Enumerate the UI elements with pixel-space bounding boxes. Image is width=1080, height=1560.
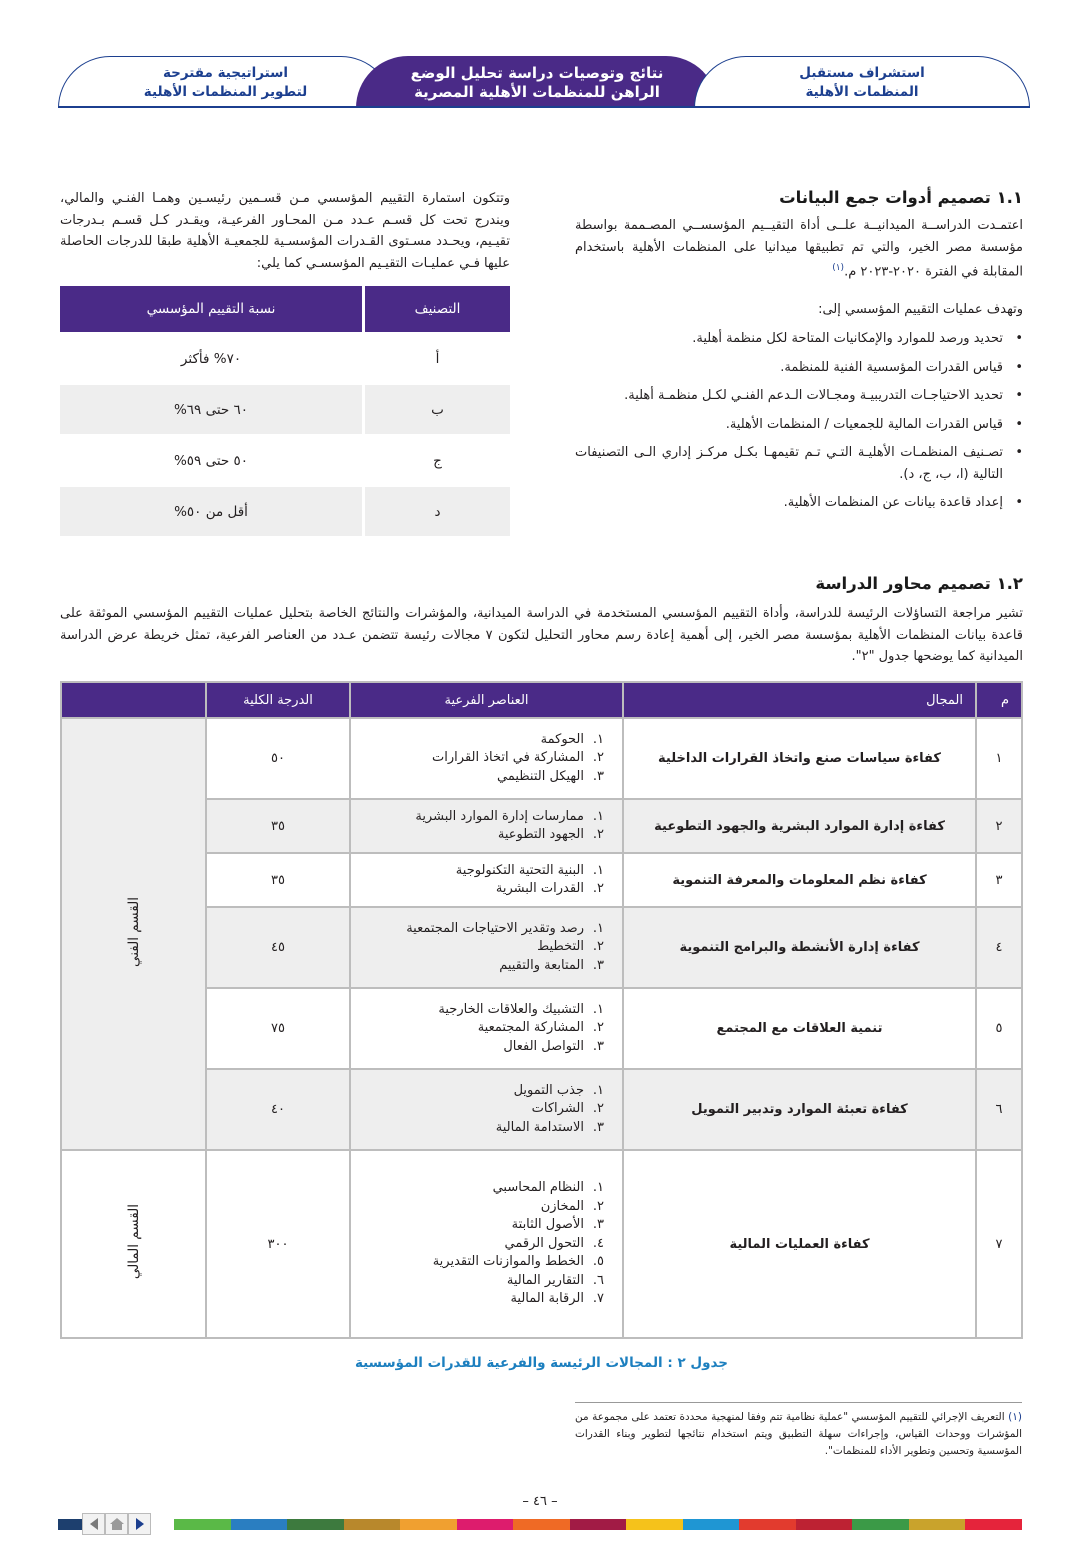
color-segment bbox=[344, 1519, 401, 1530]
header-divider bbox=[58, 106, 1030, 108]
header-tabs bbox=[58, 56, 1030, 112]
list-item bbox=[359, 808, 604, 827]
prev-arrow-icon[interactable] bbox=[82, 1513, 105, 1535]
table-row bbox=[61, 853, 1022, 907]
color-segment bbox=[965, 1519, 1022, 1530]
list-item bbox=[359, 957, 604, 976]
element-label: الاستدامة المالية bbox=[495, 1119, 584, 1135]
element-number: ١. bbox=[592, 1001, 604, 1017]
list-item bbox=[359, 1038, 604, 1057]
list-item bbox=[359, 1001, 604, 1020]
color-segment bbox=[570, 1519, 627, 1530]
list-item bbox=[359, 1198, 604, 1217]
element-label: الجهود التطوعية bbox=[497, 827, 584, 842]
color-segment bbox=[626, 1519, 683, 1530]
row-elements bbox=[350, 799, 623, 853]
header-range: نسبة التقييم المؤسسي bbox=[60, 286, 362, 332]
color-segment bbox=[287, 1519, 344, 1530]
element-number: ٦. bbox=[592, 1272, 604, 1288]
element-label: الخطط والموازنات التقديرية bbox=[432, 1254, 584, 1270]
aims-intro: وتهدف عمليات التقييم المؤسسي إلى: bbox=[818, 301, 1023, 317]
list-item bbox=[359, 1119, 604, 1138]
element-number: ٣. bbox=[592, 1119, 604, 1135]
home-icon[interactable] bbox=[105, 1513, 128, 1535]
table-row bbox=[60, 434, 510, 485]
element-number: ١. bbox=[592, 1180, 604, 1196]
list-item bbox=[359, 1019, 604, 1038]
element-number: ٤. bbox=[592, 1235, 604, 1251]
header-num: م bbox=[976, 682, 1022, 718]
section-financial-label: القسم المالي bbox=[125, 1204, 142, 1280]
element-number: ٣. bbox=[592, 1217, 604, 1233]
table-header-row bbox=[60, 286, 510, 332]
row-elements bbox=[350, 907, 623, 988]
table-row bbox=[61, 799, 1022, 853]
element-label: الهيكل التنظيمي bbox=[496, 768, 584, 784]
list-item bbox=[359, 862, 604, 881]
color-segment bbox=[683, 1519, 740, 1530]
aims-list bbox=[575, 328, 1023, 514]
element-number: ٣. bbox=[592, 1038, 604, 1054]
row-field: تنمية العلاقات مع المجتمع bbox=[623, 988, 976, 1069]
row-num: ٥ bbox=[976, 988, 1022, 1069]
section-title: ١.١ تصميم أدوات جمع البيانات bbox=[779, 188, 1023, 207]
header-section bbox=[61, 682, 206, 718]
element-label: المشاركة في اتخاذ القرارات bbox=[432, 750, 584, 766]
table-row bbox=[61, 1150, 1022, 1338]
element-number: ٢. bbox=[592, 750, 604, 766]
element-label: النظام المحاسبي bbox=[492, 1180, 584, 1196]
row-num: ٢ bbox=[976, 799, 1022, 853]
element-label: التحول الرقمي bbox=[504, 1235, 584, 1251]
footer-nav bbox=[58, 1513, 151, 1535]
section-paragraph: تشير مراجعة التساؤلات الرئيسة للدراسة، وأداة التقييم المؤسسي المستخدمة في الدراسة الميدانية، والمؤشرات والنتائج الخاصة بتحليل عمليات التقييم المؤسسي الموثقة على قاعدة بيانات المنظمات الأهلية بمؤسسة مصر الخير، إلى أهمية إعادة رسم محاور التحليل لتكون ٧ مجالات رئيسة تتضمن عـدد من العناصر الفرعية، تمثل خريطة عرض الدراسة الميدانية كما يوضحها جدول "٢". bbox=[60, 606, 1023, 664]
element-number: ٢. bbox=[592, 1020, 604, 1036]
list-item bbox=[359, 920, 604, 939]
row-score: ٤٥ bbox=[206, 907, 350, 988]
element-number: ٧. bbox=[592, 1291, 604, 1307]
row-elements bbox=[350, 853, 623, 907]
element-number: ٣. bbox=[592, 768, 604, 784]
list-item: • قياس القدرات المالية للجمعيات / المنظمات الأهلية. bbox=[575, 414, 1003, 436]
element-label: التقارير المالية bbox=[506, 1272, 584, 1288]
color-segment bbox=[231, 1519, 288, 1530]
element-label: التشبيك والعلاقات الخارجية bbox=[438, 1001, 584, 1017]
element-label: الشراكات bbox=[531, 1101, 584, 1117]
element-label: جذب التمويل bbox=[513, 1082, 584, 1098]
element-label: ممارسات إدارة الموارد البشرية bbox=[415, 808, 584, 824]
element-number: ٢. bbox=[592, 1101, 604, 1117]
range-cell: أقل من ٥٠% bbox=[60, 485, 362, 536]
grade-cell: د bbox=[362, 485, 510, 536]
row-score: ٣٥ bbox=[206, 853, 350, 907]
section-technical bbox=[61, 718, 206, 1150]
list-item bbox=[359, 1100, 604, 1119]
tab-results[interactable] bbox=[356, 56, 718, 108]
header-score: الدرجة الكلية bbox=[206, 682, 350, 718]
element-number: ٣. bbox=[592, 957, 604, 973]
section-study-axes bbox=[60, 574, 1023, 668]
color-segment bbox=[852, 1519, 909, 1530]
row-score: ٤٠ bbox=[206, 1069, 350, 1150]
row-num: ٧ bbox=[976, 1150, 1022, 1338]
element-label: رصد وتقدير الاحتياجات المجتمعية bbox=[406, 920, 584, 936]
element-label: التخطيط bbox=[537, 939, 584, 955]
table-caption: جدول ٢ : المجالات الرئيسة والفرعية للقدرات المؤسسية bbox=[354, 1355, 729, 1371]
list-item: • تحديد ورصد للموارد والإمكانيات المتاحة لكل منظمة أهلية. bbox=[575, 328, 1003, 350]
list-item bbox=[359, 749, 604, 768]
range-cell: ٦٠ حتى ٦٩% bbox=[60, 383, 362, 434]
tab-future[interactable] bbox=[694, 56, 1030, 108]
table-row bbox=[61, 1069, 1022, 1150]
element-label: الرقابة المالية bbox=[510, 1291, 584, 1307]
row-elements bbox=[350, 1069, 623, 1150]
next-arrow-icon[interactable] bbox=[128, 1513, 151, 1535]
nav-block bbox=[58, 1519, 82, 1530]
list-item: • تصـنيف المنظمـات الأهليـة التـي تـم تقيمهـا بكـل مركـز إداري الـى التصنيفات التالية (ا، ب، ج، د). bbox=[575, 442, 1003, 485]
element-label: البنية التحتية التكنولوجية bbox=[455, 862, 584, 878]
row-field: كفاءة العمليات المالية bbox=[623, 1150, 976, 1338]
element-number: ١. bbox=[592, 862, 604, 878]
element-label: التواصل الفعال bbox=[503, 1038, 584, 1054]
row-field: كفاءة نظم المعلومات والمعرفة التنموية bbox=[623, 853, 976, 907]
color-segment bbox=[796, 1519, 853, 1530]
list-item bbox=[359, 938, 604, 957]
list-item bbox=[359, 768, 604, 787]
list-item bbox=[359, 1082, 604, 1101]
list-item bbox=[359, 1272, 604, 1291]
section-paragraph-text: اعتمـدت الدراســة الميدانيــة علــى أداة التقيــيم المؤسســي المصـممة بواسطة مؤسسة مصر الخير، والتي تم تطبيقها ميدانيا على المنظمات الأهلية باستخدام المقابلة في الفترة ٢٠٢٠-٢٠٢٣ م. bbox=[575, 218, 1023, 280]
row-field: كفاءة إدارة الأنشطة والبرامج التنموية bbox=[623, 907, 976, 988]
element-number: ١. bbox=[592, 920, 604, 936]
tab-results-line1: نتائج وتوصيات دراسة تحليل الوضع bbox=[410, 63, 664, 82]
grade-cell: ب bbox=[362, 383, 510, 434]
range-cell: ٥٠ حتى ٥٩% bbox=[60, 434, 362, 485]
row-score: ٧٥ bbox=[206, 988, 350, 1069]
classification-block bbox=[60, 188, 510, 536]
section-paragraph bbox=[575, 215, 1023, 283]
row-score: ٣٥ bbox=[206, 799, 350, 853]
header-field: المجال bbox=[623, 682, 976, 718]
footnote-divider bbox=[575, 1402, 1022, 1403]
row-elements bbox=[350, 1150, 623, 1338]
footnote bbox=[575, 1409, 1022, 1460]
footnote-marker: (١) bbox=[1008, 1411, 1022, 1423]
element-number: ١. bbox=[592, 808, 604, 824]
row-field: كفاءة إدارة الموارد البشرية والجهود التطوعية bbox=[623, 799, 976, 853]
list-item: • قياس القدرات المؤسسية الفنية للمنظمة. bbox=[575, 357, 1003, 379]
element-number: ٢. bbox=[592, 827, 604, 842]
tab-results-line2: الراهن للمنظمات الأهلية المصرية bbox=[414, 82, 660, 101]
element-number: ٢. bbox=[592, 1198, 604, 1214]
list-item: • تحديد الاحتياجـات التدريبيـة ومجـالات الـدعم الفنـي لكـل منظمـة أهلية. bbox=[575, 385, 1003, 407]
element-number: ٢. bbox=[592, 881, 604, 896]
row-field: كفاءة سياسات صنع واتخاذ القرارات الداخلية bbox=[623, 718, 976, 799]
list-item bbox=[359, 1235, 604, 1254]
list-item: • إعداد قاعدة بيانات عن المنظمات الأهلية. bbox=[575, 492, 1003, 514]
element-label: الحوكمة bbox=[540, 731, 584, 747]
element-number: ١. bbox=[592, 731, 604, 747]
list-item bbox=[359, 1290, 604, 1309]
row-num: ٤ bbox=[976, 907, 1022, 988]
table-row bbox=[61, 907, 1022, 988]
list-item bbox=[359, 1179, 604, 1198]
row-score: ٥٠ bbox=[206, 718, 350, 799]
color-segment bbox=[174, 1519, 231, 1530]
row-num: ٦ bbox=[976, 1069, 1022, 1150]
table-header-row bbox=[61, 682, 1022, 718]
color-segment bbox=[457, 1519, 514, 1530]
footnote-text: التعريف الإجرائي للتقييم المؤسسي "عملية نظامية تتم وفقا لمنهجية محددة تعتمد على مجموعة من المؤشرات ووحدات القياس، وإجراءات سهلة التطبيق ويتم استخدام نتائجها لتطوير وبناء القدرات المؤسسية وتحسين وتطوير الأداء للمنظمات". bbox=[575, 1411, 1022, 1457]
header-elements: العناصر الفرعية bbox=[350, 682, 623, 718]
range-cell: ٧٠% فأكثر bbox=[60, 332, 362, 383]
section-title: ١.٢ تصميم محاور الدراسة bbox=[815, 574, 1023, 593]
row-score: ٣٠٠ bbox=[206, 1150, 350, 1338]
row-elements bbox=[350, 988, 623, 1069]
element-label: المخازن bbox=[540, 1198, 584, 1214]
section-technical-label: القسم الفني bbox=[125, 896, 142, 968]
list-item bbox=[359, 880, 604, 899]
row-num: ١ bbox=[976, 718, 1022, 799]
header-grade: التصنيف bbox=[362, 286, 510, 332]
footer-color-bar bbox=[174, 1519, 1022, 1530]
tab-strategy[interactable] bbox=[58, 56, 393, 108]
table-row bbox=[60, 383, 510, 434]
color-segment bbox=[400, 1519, 457, 1530]
list-item bbox=[359, 826, 604, 845]
table-row bbox=[61, 718, 1022, 799]
list-item bbox=[359, 1253, 604, 1272]
grade-cell: أ bbox=[362, 332, 510, 383]
table-row bbox=[61, 988, 1022, 1069]
table-row bbox=[60, 485, 510, 536]
section-data-tools bbox=[575, 188, 1023, 521]
table-row bbox=[60, 332, 510, 383]
list-item bbox=[359, 731, 604, 750]
element-number: ٥. bbox=[592, 1254, 604, 1270]
list-item bbox=[359, 1216, 604, 1235]
tab-future-line2: المنظمات الأهلية bbox=[805, 83, 919, 100]
color-segment bbox=[739, 1519, 796, 1530]
footnote-ref[interactable]: (١) bbox=[832, 263, 845, 273]
section-financial bbox=[61, 1150, 206, 1338]
element-number: ٢. bbox=[592, 939, 604, 955]
element-label: الأصول الثابتة bbox=[511, 1217, 584, 1233]
classification-table bbox=[60, 286, 510, 536]
tab-future-line1: استشراف مستقبل bbox=[799, 64, 925, 81]
element-label: المتابعة والتقييم bbox=[499, 957, 584, 973]
tab-strategy-line1: استراتيجية مقترحة bbox=[162, 64, 289, 81]
domains-table bbox=[60, 681, 1023, 1339]
row-field: كفاءة تعبئة الموارد وتدبير التمويل bbox=[623, 1069, 976, 1150]
row-elements bbox=[350, 718, 623, 799]
row-num: ٣ bbox=[976, 853, 1022, 907]
element-label: القدرات البشرية bbox=[495, 881, 584, 896]
grade-cell: ج bbox=[362, 434, 510, 485]
tab-strategy-line2: لتطوير المنظمات الأهلية bbox=[143, 83, 308, 100]
element-number: ١. bbox=[592, 1082, 604, 1098]
page-number: – ٤٦ – bbox=[522, 1494, 558, 1509]
color-segment bbox=[513, 1519, 570, 1530]
color-segment bbox=[909, 1519, 966, 1530]
element-label: المشاركة المجتمعية bbox=[477, 1020, 584, 1036]
classification-paragraph: وتتكون استمارة التقييم المؤسسي مـن قسـمين رئيسـين وهمـا الفنـي والمالي، ويندرج تحت كل قسـم عـدد مـن المحـاور الفرعيـة، ويقـدر كـل قسـم بـدرجات تقيـيم، ويحـدد مسـتوى القـدرات المؤسسـية للجمعيـة الأهلية طبقا للدرجات الحاصلة عليها فـي عمليـات التقيـيم المؤسسـي كما يلي: bbox=[60, 191, 510, 271]
